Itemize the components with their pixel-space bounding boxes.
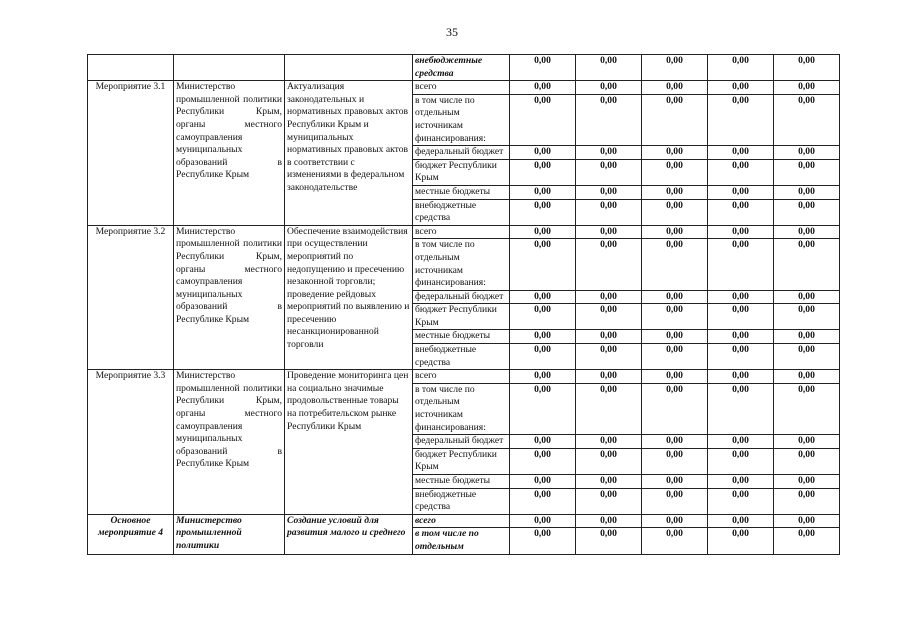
value-cell: 0,00 xyxy=(510,185,576,199)
value-cell: 0,00 xyxy=(774,199,840,225)
value-cell: 0,00 xyxy=(576,290,642,304)
value-cell: 0,00 xyxy=(708,239,774,290)
funding-source: в том числе по отдельным источникам финансирования: xyxy=(413,94,510,145)
value-cell: 0,00 xyxy=(510,514,576,528)
value-cell: 0,00 xyxy=(642,435,708,449)
responsible-organization: Министерство промышленной политики Республики Крым, органы местного самоуправления муниципальных образований в Республике Крым xyxy=(174,81,285,226)
value-cell: 0,00 xyxy=(774,159,840,185)
value-cell: 0,00 xyxy=(642,370,708,384)
value-cell: 0,00 xyxy=(642,55,708,81)
value-cell: 0,00 xyxy=(576,448,642,474)
funding-source: бюджет Республики Крым xyxy=(413,304,510,330)
funding-source: внебюджетные средства xyxy=(413,199,510,225)
value-cell: 0,00 xyxy=(576,344,642,370)
funding-source: внебюджетные средства xyxy=(413,344,510,370)
table-row xyxy=(88,225,840,239)
value-cell: 0,00 xyxy=(510,344,576,370)
value-cell: 0,00 xyxy=(708,290,774,304)
value-cell: 0,00 xyxy=(708,344,774,370)
funding-source: всего xyxy=(413,225,510,239)
funding-source: федеральный бюджет xyxy=(413,146,510,160)
value-cell: 0,00 xyxy=(708,435,774,449)
value-cell: 0,00 xyxy=(576,185,642,199)
value-cell: 0,00 xyxy=(708,514,774,528)
value-cell: 0,00 xyxy=(708,225,774,239)
funding-source: местные бюджеты xyxy=(413,185,510,199)
value-cell: 0,00 xyxy=(510,435,576,449)
value-cell: 0,00 xyxy=(510,199,576,225)
value-cell: 0,00 xyxy=(642,488,708,514)
value-cell: 0,00 xyxy=(576,304,642,330)
value-cell: 0,00 xyxy=(774,81,840,95)
responsible-organization: Министерство промышленной политики Республики Крым, органы местного самоуправления муниципальных образований в Республике Крым xyxy=(174,370,285,515)
value-cell: 0,00 xyxy=(708,304,774,330)
event-description: Актуализация законодательных и нормативных правовых актов Республики Крым и муниципальных нормативных правовых актов в соответствии с изменениями в федеральном законодательстве xyxy=(285,81,413,226)
value-cell: 0,00 xyxy=(510,330,576,344)
value-cell: 0,00 xyxy=(708,55,774,81)
value-cell: 0,00 xyxy=(642,304,708,330)
value-cell: 0,00 xyxy=(642,94,708,145)
funding-source: всего xyxy=(413,514,510,528)
value-cell: 0,00 xyxy=(510,370,576,384)
value-cell: 0,00 xyxy=(576,159,642,185)
value-cell: 0,00 xyxy=(576,370,642,384)
value-cell: 0,00 xyxy=(774,146,840,160)
value-cell: 0,00 xyxy=(642,344,708,370)
value-cell: 0,00 xyxy=(576,514,642,528)
value-cell: 0,00 xyxy=(576,55,642,81)
table-row xyxy=(88,55,840,81)
value-cell: 0,00 xyxy=(576,330,642,344)
funding-source: федеральный бюджет xyxy=(413,435,510,449)
value-cell: 0,00 xyxy=(642,146,708,160)
event-name: Мероприятие 3.1 xyxy=(88,81,174,226)
value-cell: 0,00 xyxy=(774,185,840,199)
table-row xyxy=(88,81,840,95)
value-cell: 0,00 xyxy=(708,488,774,514)
value-cell: 0,00 xyxy=(576,383,642,434)
value-cell: 0,00 xyxy=(774,370,840,384)
value-cell: 0,00 xyxy=(510,225,576,239)
value-cell: 0,00 xyxy=(708,383,774,434)
funding-source: в том числе по отдельным источникам финансирования: xyxy=(413,383,510,434)
value-cell: 0,00 xyxy=(708,370,774,384)
value-cell: 0,00 xyxy=(576,475,642,489)
value-cell: 0,00 xyxy=(510,159,576,185)
funding-source: внебюджетные средства xyxy=(413,488,510,514)
value-cell: 0,00 xyxy=(642,81,708,95)
value-cell: 0,00 xyxy=(510,448,576,474)
funding-source: в том числе по отдельным xyxy=(413,528,510,554)
value-cell: 0,00 xyxy=(576,225,642,239)
value-cell: 0,00 xyxy=(708,159,774,185)
value-cell: 0,00 xyxy=(642,199,708,225)
responsible-organization: Министерство промышленной политики xyxy=(174,514,285,554)
value-cell: 0,00 xyxy=(576,81,642,95)
value-cell: 0,00 xyxy=(576,435,642,449)
funding-source: бюджет Республики Крым xyxy=(413,448,510,474)
funding-source: местные бюджеты xyxy=(413,330,510,344)
value-cell: 0,00 xyxy=(576,199,642,225)
value-cell: 0,00 xyxy=(642,159,708,185)
empty-cell xyxy=(88,55,174,81)
value-cell: 0,00 xyxy=(774,514,840,528)
value-cell: 0,00 xyxy=(774,290,840,304)
value-cell: 0,00 xyxy=(510,81,576,95)
table-row xyxy=(88,370,840,384)
value-cell: 0,00 xyxy=(642,383,708,434)
value-cell: 0,00 xyxy=(774,239,840,290)
value-cell: 0,00 xyxy=(774,435,840,449)
value-cell: 0,00 xyxy=(774,448,840,474)
value-cell: 0,00 xyxy=(510,94,576,145)
value-cell: 0,00 xyxy=(774,225,840,239)
funding-source: в том числе по отдельным источникам финансирования: xyxy=(413,239,510,290)
value-cell: 0,00 xyxy=(576,94,642,145)
value-cell: 0,00 xyxy=(510,239,576,290)
value-cell: 0,00 xyxy=(510,528,576,554)
event-name: Мероприятие 3.2 xyxy=(88,225,174,370)
value-cell: 0,00 xyxy=(774,475,840,489)
value-cell: 0,00 xyxy=(510,383,576,434)
event-name: Основное мероприятие 4 xyxy=(88,514,174,554)
value-cell: 0,00 xyxy=(642,330,708,344)
value-cell: 0,00 xyxy=(774,344,840,370)
empty-cell xyxy=(285,55,413,81)
funding-source: федеральный бюджет xyxy=(413,290,510,304)
event-name: Мероприятие 3.3 xyxy=(88,370,174,515)
value-cell: 0,00 xyxy=(708,528,774,554)
value-cell: 0,00 xyxy=(774,94,840,145)
value-cell: 0,00 xyxy=(510,55,576,81)
value-cell: 0,00 xyxy=(774,304,840,330)
value-cell: 0,00 xyxy=(708,146,774,160)
table-row xyxy=(88,514,840,528)
value-cell: 0,00 xyxy=(642,448,708,474)
value-cell: 0,00 xyxy=(774,528,840,554)
value-cell: 0,00 xyxy=(576,488,642,514)
value-cell: 0,00 xyxy=(774,488,840,514)
value-cell: 0,00 xyxy=(708,81,774,95)
value-cell: 0,00 xyxy=(576,239,642,290)
responsible-organization: Министерство промышленной политики Республики Крым, органы местного самоуправления муниципальных образований в Республике Крым xyxy=(174,225,285,370)
value-cell: 0,00 xyxy=(510,475,576,489)
value-cell: 0,00 xyxy=(576,528,642,554)
value-cell: 0,00 xyxy=(510,290,576,304)
value-cell: 0,00 xyxy=(642,475,708,489)
page-number: 35 xyxy=(446,25,458,39)
value-cell: 0,00 xyxy=(708,330,774,344)
value-cell: 0,00 xyxy=(510,488,576,514)
value-cell: 0,00 xyxy=(642,290,708,304)
funding-source: бюджет Республики Крым xyxy=(413,159,510,185)
value-cell: 0,00 xyxy=(708,94,774,145)
value-cell: 0,00 xyxy=(774,55,840,81)
value-cell: 0,00 xyxy=(774,330,840,344)
value-cell: 0,00 xyxy=(642,239,708,290)
value-cell: 0,00 xyxy=(642,185,708,199)
value-cell: 0,00 xyxy=(708,199,774,225)
value-cell: 0,00 xyxy=(774,383,840,434)
value-cell: 0,00 xyxy=(642,514,708,528)
funding-source: всего xyxy=(413,81,510,95)
event-description: Создание условий для развития малого и среднего xyxy=(285,514,413,554)
value-cell: 0,00 xyxy=(708,448,774,474)
event-description: Проведение мониторинга цен на социально значимые продовольственные товары на потребительском рынке Республики Крым xyxy=(285,370,413,515)
funding-source: внебюджетные средства xyxy=(413,55,510,81)
empty-cell xyxy=(174,55,285,81)
event-description: Обеспечение взаимодействия при осуществлении мероприятий по недопущению и пресечению незаконной торговли; проведение рейдовых мероприятий по выявлению и пресечению несанкционированной торговли xyxy=(285,225,413,370)
value-cell: 0,00 xyxy=(510,146,576,160)
value-cell: 0,00 xyxy=(642,528,708,554)
value-cell: 0,00 xyxy=(510,304,576,330)
value-cell: 0,00 xyxy=(576,146,642,160)
value-cell: 0,00 xyxy=(708,475,774,489)
funding-source: всего xyxy=(413,370,510,384)
value-cell: 0,00 xyxy=(642,225,708,239)
funding-source: местные бюджеты xyxy=(413,475,510,489)
funding-table xyxy=(87,54,840,555)
value-cell: 0,00 xyxy=(708,185,774,199)
